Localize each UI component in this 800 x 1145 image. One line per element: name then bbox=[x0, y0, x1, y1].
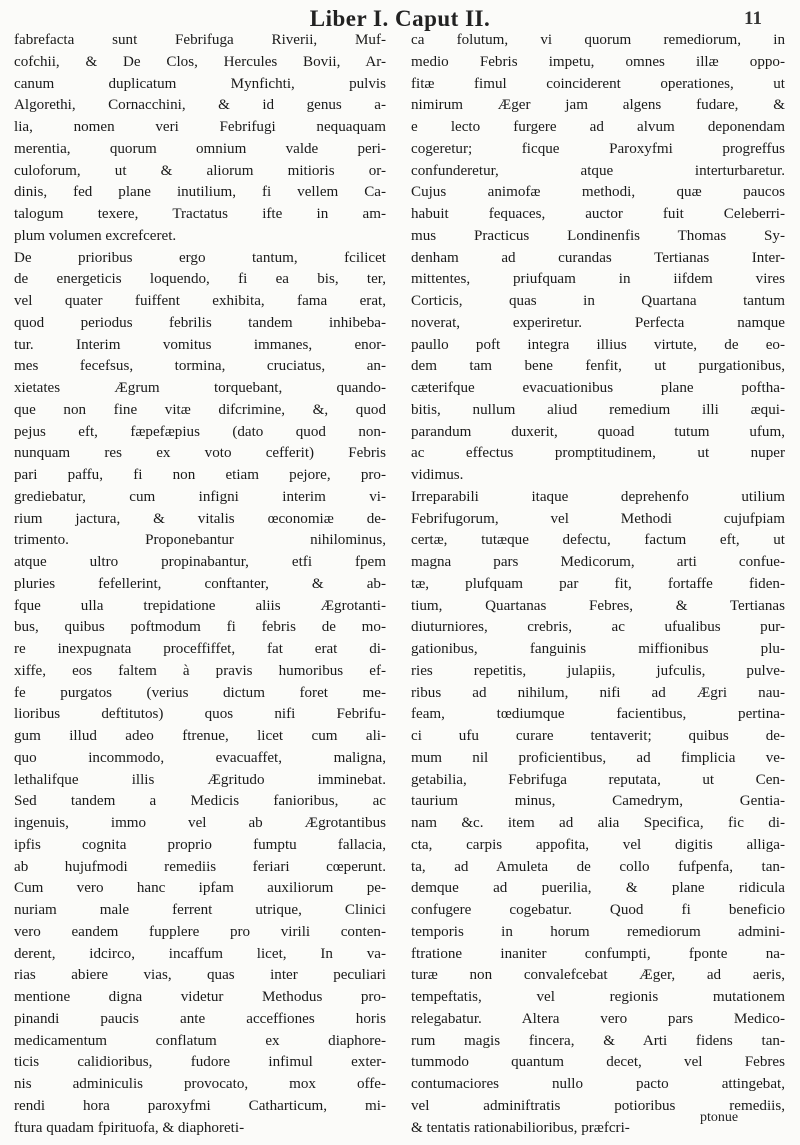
text-line: xietates Ægrum torquebant, quando- bbox=[14, 380, 386, 396]
text-line: ftura quadam fpirituofa, & diaphoreti- bbox=[14, 1119, 245, 1136]
text-line: denham ad curandas Tertianas Inter- bbox=[411, 249, 785, 266]
text-line: lioribus deftitutos) quos nifi Febrifu- bbox=[14, 706, 386, 723]
text-line: De prioribus ergo tantum, fcilicet bbox=[14, 249, 386, 266]
text-line: Cum vero hanc ipfam auxiliorum pe- bbox=[14, 880, 386, 897]
text-line: ab hujufmodi remediis feriari cœperunt. bbox=[14, 858, 386, 875]
text-line: de energeticis loquendo, fi ea bis, ter, bbox=[14, 271, 386, 288]
text-line: getabilia, Febrifuga reputata, ut Cen- bbox=[411, 771, 785, 788]
text-line: cofchii, & De Clos, Hercules Bovii, Ar- bbox=[14, 53, 386, 70]
text-line: plum volumen excrefceret. bbox=[14, 227, 177, 244]
text-line: rium jactura, & vitalis œconomiæ de- bbox=[14, 510, 386, 527]
text-line: grediebatur, cum infigni interim vi- bbox=[14, 488, 386, 505]
text-line: gationibus, fanguinis miffionibus plu- bbox=[411, 641, 785, 657]
text-line: noverat, experiretur. Perfecta namque bbox=[411, 314, 785, 331]
text-line: nis adminiculis provocato, mox offe- bbox=[14, 1076, 386, 1092]
text-line: Febrifugorum, vel Methodi cujufpiam bbox=[411, 510, 785, 527]
text-line: habuit fequaces, auctor fuit Celeberri- bbox=[411, 206, 785, 222]
left-text-column bbox=[14, 30, 386, 1139]
text-line: rum magis fincera, & Arti fidens tan- bbox=[411, 1032, 785, 1049]
text-line: Sed tandem a Medicis fanioribus, ac bbox=[14, 793, 386, 810]
text-line: ac effectus promptitudinem, ut nuper bbox=[411, 445, 785, 462]
text-line: quo incommodo, evacuaffet, maligna, bbox=[14, 749, 386, 766]
text-line: Corticis, quas in Quartana tantum bbox=[411, 293, 785, 309]
text-line: ingenuis, immo vel ab Ægrotantibus bbox=[14, 815, 386, 831]
text-line: mus Practicus Londinenfis Thomas Sy- bbox=[411, 227, 785, 244]
text-line: quod periodus febrilis tandem inhibeba- bbox=[14, 314, 386, 331]
text-line: ticis calidioribus, fudore infimul exter- bbox=[14, 1054, 386, 1071]
text-line: tur. Interim vomitus immanes, enor- bbox=[14, 336, 386, 353]
text-line: e lecto furgere ad alvum deponendam bbox=[411, 119, 785, 135]
text-line: Algorethi, Cornacchini, & id genus a- bbox=[14, 97, 386, 114]
text-line: confugere cogebatur. Quod fi beneficio bbox=[411, 902, 785, 918]
text-line: pari paffu, fi non etiam pejore, pro- bbox=[14, 467, 386, 483]
text-line: nam &c. item ad alia Specifica, fic di- bbox=[411, 815, 785, 831]
text-line: tempeftatis, vel regionis mutationem bbox=[411, 989, 785, 1005]
text-line: magna pars Medicorum, arti confue- bbox=[411, 554, 785, 570]
text-line: merentia, quorum omnium valde peri- bbox=[14, 140, 386, 157]
text-line: bitis, nullum aliud remedium illi æqui- bbox=[411, 401, 785, 418]
text-line: trimento. Proponebantur nihilominus, bbox=[14, 532, 386, 549]
text-line: cta, carpis appofita, vel digitis alliga- bbox=[411, 836, 785, 853]
text-line: fque ulla trepidatione aliis Ægrotanti- bbox=[14, 597, 386, 614]
text-line: taurium minus, Camedrym, Gentia- bbox=[411, 793, 785, 810]
text-line: medio Febris impetu, omnes illæ oppo- bbox=[411, 53, 785, 70]
text-line: parandum duxerit, quoad tutum ufum, bbox=[411, 423, 785, 440]
text-line: contumaciores nullo pacto attingebat, bbox=[411, 1076, 785, 1092]
text-line: tæ, plufquam par fit, fortaffe fiden- bbox=[411, 575, 785, 592]
text-line: feam, tœdiumque facientibus, pertina- bbox=[411, 706, 785, 723]
text-line: nuriam male ferrent utrique, Clinici bbox=[14, 902, 386, 918]
text-line: ftratione inaniter confumpti, fponte na- bbox=[411, 945, 785, 962]
text-line: lia, nomen veri Febrifugi nequaquam bbox=[14, 119, 386, 135]
text-line: rias abiere vias, quas inter peculiari bbox=[14, 967, 386, 984]
text-line: vidimus. bbox=[411, 467, 464, 483]
text-line: vero eandem fupplere pro virili conten- bbox=[14, 923, 386, 940]
text-line: temporis in horum remediorum admini- bbox=[411, 923, 785, 940]
text-line: medicamentum conflatum ex diaphore- bbox=[14, 1032, 386, 1049]
text-line: derent, idcirco, incaffum licet, In va- bbox=[14, 945, 386, 962]
text-line: canum duplicatum Mynfichti, pulvis bbox=[14, 75, 386, 92]
text-line: & tentatis rationabilioribus, præfcri- bbox=[411, 1119, 630, 1136]
catchword: ptonue bbox=[700, 1110, 739, 1125]
text-line: relegabatur. Altera vero pars Medico- bbox=[411, 1010, 785, 1027]
text-line: diuturniores, crebris, ac ufualibus pur- bbox=[411, 619, 785, 636]
text-line: talogum texere, Tractatus ifte in am- bbox=[14, 206, 386, 222]
text-line: ries repetitis, julapiis, jufculis, pulve- bbox=[411, 662, 785, 679]
text-line: nunquam res ex voto cefferit) Febris bbox=[14, 445, 386, 462]
text-line: confunderetur, atque interturbaretur. bbox=[411, 162, 785, 179]
text-line: vel adminiftratis potioribus remediis, bbox=[411, 1097, 785, 1114]
text-line: re inexpugnata proceffiffet, fat erat di- bbox=[14, 641, 386, 657]
text-line: lethalifque illis Ægritudo imminebat. bbox=[14, 771, 386, 788]
text-line: pluries fefellerint, conftanter, & ab- bbox=[14, 575, 386, 592]
text-line: tummodo quantum decet, vel Febres bbox=[411, 1054, 785, 1071]
text-line: demque ad puerilia, & plane ridicula bbox=[411, 880, 785, 897]
text-line: pejus eft, fæpefæpius (dato quod non- bbox=[14, 423, 386, 440]
text-line: tium, Quartanas Febres, & Tertianas bbox=[411, 597, 785, 614]
text-line: fabrefacta sunt Febrifuga Riverii, Muf- bbox=[14, 32, 386, 48]
running-title: Liber I. Caput II. bbox=[309, 6, 491, 31]
page-number: 11 bbox=[744, 8, 762, 29]
text-line: fitæ fimul coinciderent operationes, ut bbox=[411, 75, 785, 92]
text-line: Cujus animofæ methodi, quæ paucos bbox=[411, 184, 785, 201]
text-line: fe purgatos (verius dictum foret me- bbox=[14, 684, 386, 701]
text-line: vel quater fuiffent exhibita, fama erat, bbox=[14, 293, 386, 309]
right-text-column bbox=[411, 30, 785, 1139]
text-line: atque ultro propinabantur, etfi fpem bbox=[14, 554, 386, 570]
text-line: ci ufu curare tentaverit; quibus de- bbox=[411, 728, 785, 744]
text-line: dem tam bene fenfit, ut purgationibus, bbox=[411, 358, 785, 375]
text-line: paullo poft integra illius virtute, de eo- bbox=[411, 336, 785, 353]
text-line: certæ, tutæque defectu, factum eft, ut bbox=[411, 532, 785, 549]
text-line: que non fine vitæ difcrimine, &, quod bbox=[14, 401, 386, 418]
text-line: gum illud adeo ftrenue, licet cum ali- bbox=[14, 728, 386, 744]
text-line: nimirum Æger jam algens fudare, & bbox=[411, 97, 785, 114]
text-line: dinis, fed plane inutilium, fi vellem Ca- bbox=[14, 184, 386, 201]
text-line: turæ non convalefcebat Æger, ad aeris, bbox=[411, 967, 785, 984]
text-line: mittentes, priufquam in iifdem vires bbox=[411, 271, 785, 288]
text-line: ca folutum, vi quorum remediorum, in bbox=[411, 32, 785, 48]
text-line: xiffe, eos faltem à pravis humoribus ef- bbox=[14, 662, 386, 679]
text-line: ipfis cognita proprio fumptu fallacia, bbox=[14, 836, 386, 853]
text-line: Irreparabili itaque deprehenfo utilium bbox=[411, 488, 785, 505]
text-line: cæterifque evacuationibus plane poftha- bbox=[411, 380, 785, 396]
text-line: bus, quibus poftmodum fi febris de mo- bbox=[14, 619, 386, 636]
text-line: mes fecefsus, tormina, cruciatus, an- bbox=[14, 358, 386, 375]
text-line: rendi hora paroxyfmi Catharticum, mi- bbox=[14, 1097, 386, 1114]
text-line: culoforum, ut & aliorum mitioris or- bbox=[14, 162, 386, 179]
text-line: ta, ad Amuleta de collo fufpenfa, tan- bbox=[411, 858, 785, 875]
text-line: pinandi paucis ante acceffiones horis bbox=[14, 1010, 386, 1027]
text-line: cogeretur; ficque Paroxyfmi progreffus bbox=[411, 140, 785, 157]
text-line: mentione digna videtur Methodus pro- bbox=[14, 989, 386, 1005]
text-line: ribus ad nihilum, nifi ad Ægri nau- bbox=[411, 684, 785, 701]
text-line: mum nil proficientibus, ad fimplicia ve- bbox=[411, 749, 785, 766]
